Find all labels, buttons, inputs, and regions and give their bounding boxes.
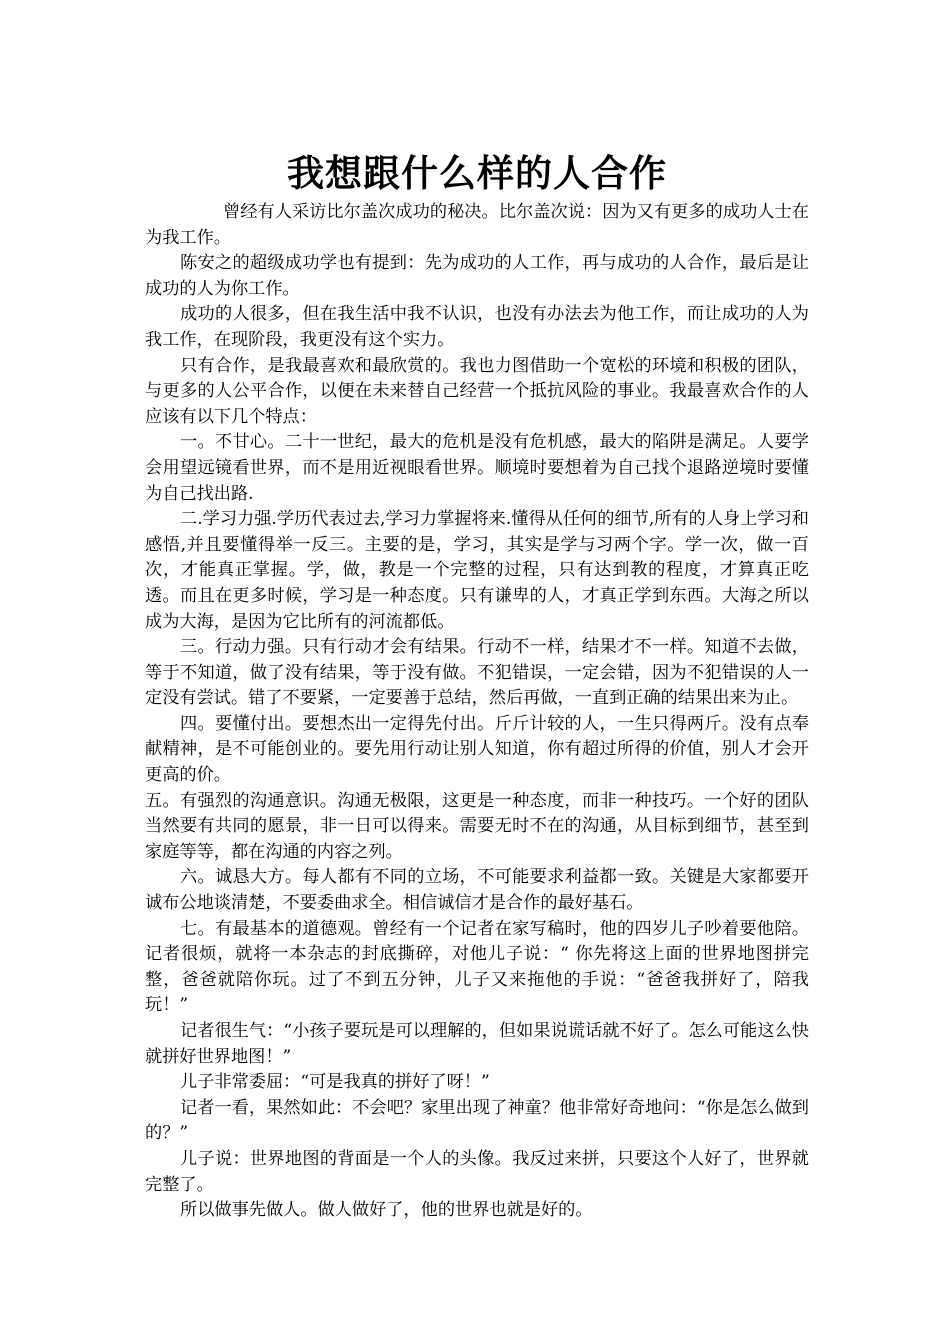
paragraph: 成功的人很多，但在我生活中我不认识，也没有办法去为他工作，而让成功的人为我工作，在现阶段，我更没有这个实力。 [145, 304, 809, 350]
paragraph: 曾经有人采访比尔盖次成功的秘决。比尔盖次说：因为又有更多的成功人士在为我工作。 [145, 202, 809, 248]
paragraph: 陈安之的超级成功学也有提到：先为成功的人工作，再与成功的人合作，最后是让成功的人为你工作。 [145, 253, 809, 299]
paragraph: 一。不甘心。二十一世纪，最大的危机是没有危机感，最大的陷阱是满足。人要学会用望远镜看世界，而不是用近视眼看世界。顺境时要想着为自己找个退路逆境时要懂为自己找出路. [145, 432, 809, 504]
paragraph: 二.学习力强.学历代表过去,学习力掌握将来.懂得从任何的细节,所有的人身上学习和感悟,并且要懂得举一反三。主要的是，学习，其实是学与习两个字。学一次，做一百次，才能真正掌握。学，做，教是一个完整的过程，只有达到教的程度，才算真正吃透。而且在更多时候，学习是一种态度。只有谦卑的人，才真正学到东西。大海之所以成为大海，是因为它比所有的河流都低。 [145, 509, 809, 632]
paragraph: 记者一看，果然如此：不会吧？家里出现了神童？他非常好奇地问：“你是怎么做到的？” [145, 1097, 809, 1144]
document-title: 我想跟什么样的人合作 [287, 152, 667, 195]
paragraph: 七。有最基本的道德观。曾经有一个记者在家写稿时，他的四岁儿子吵着要他陪。记者很烦，就将一本杂志的封底撕碎，对他儿子说：“ 你先将这上面的世界地图拼完整，爸爸就陪你玩。过了不到五分钟，儿子又来拖他的手说：“爸爸我拼好了，陪我玩！” [145, 918, 809, 1016]
paragraph: 儿子非常委屈：“可是我真的拼好了呀！” [180, 1072, 490, 1093]
paragraph: 六。诚恳大方。每人都有不同的立场，不可能要求利益都一致。关键是大家都要开诚布公地谈清楚，不要委曲求全。相信诚信才是合作的最好基石。 [145, 867, 809, 914]
paragraph: 只有合作，是我最喜欢和最欣赏的。我也力图借助一个宽松的环境和积极的团队，与更多的人公平合作，以便在未来替自己经营一个抵抗风险的事业。我最喜欢合作的人应该有以下几个特点： [145, 355, 809, 427]
paragraph: 儿子说：世界地图的背面是一个人的头像。我反过来拼，只要这个人好了，世界就完整了。 [145, 1148, 809, 1195]
paragraph: 四。要懂付出。要想杰出一定得先付出。斤斤计较的人，一生只得两斤。没有点奉献精神，是不可能创业的。要先用行动让别人知道，你有超过所得的价值，别人才会开更高的价。 [145, 713, 809, 786]
paragraph: 五。有强烈的沟通意识。沟通无极限，这更是一种态度，而非一种技巧。一个好的团队当然要有共同的愿景，非一日可以得来。需要无时不在的沟通，从目标到细节，甚至到家庭等等，都在沟通的内容之列。 [145, 790, 809, 862]
paragraph: 记者很生气：“小孩子要玩是可以理解的，但如果说谎话就不好了。怎么可能这么快就拼好世界地图！” [145, 1021, 809, 1067]
document-body [145, 200, 809, 1224]
document-page [145, 148, 809, 1224]
paragraph: 三。行动力强。只有行动才会有结果。行动不一样，结果才不一样。知道不去做，等于不知道，做了没有结果，等于没有做。不犯错误，一定会错，因为不犯错误的人一定没有尝试。错了不要紧，一定要善于总结，然后再做，一直到正确的结果出来为止。 [145, 637, 809, 709]
paragraph: 所以做事先做人。做人做好了，他的世界也就是好的。 [180, 1200, 593, 1221]
